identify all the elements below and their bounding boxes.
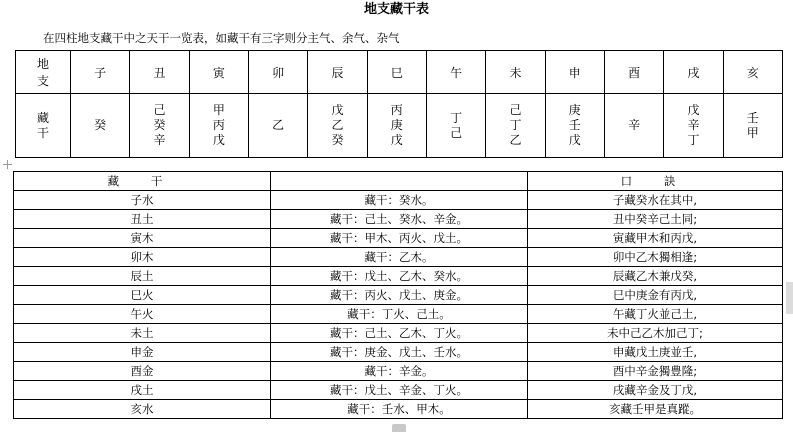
hidden-stem-cell: 癸 <box>71 94 130 158</box>
branch-cell: 午 <box>426 51 485 94</box>
hidden-stems-cell: 藏干：戊土、乙木、癸水。 <box>271 267 528 286</box>
mnemonic-cell: 申藏戊土庚並壬, <box>528 343 783 362</box>
table-row <box>14 248 783 267</box>
scroll-edge <box>786 282 793 314</box>
branch-cell: 卯 <box>248 51 307 94</box>
mnemonic-cell: 寅藏甲木和丙戊, <box>528 229 783 248</box>
table-move-handle-icon[interactable] <box>3 160 12 169</box>
hidden-stems-cell: 藏干：己土、乙木、丁火。 <box>271 324 528 343</box>
intro-text: 在四柱地支藏干中之天干一览表，如藏干有三字则分主气、余气、杂气 <box>43 31 400 45</box>
hidden-stem-cell: 乙 <box>248 94 307 158</box>
table-header-row <box>14 172 783 191</box>
table-row <box>14 210 783 229</box>
hidden-stems-cell: 藏干：壬水、甲木。 <box>271 400 528 419</box>
branch-row <box>16 51 783 94</box>
hidden-stems-cell: 藏干：辛金。 <box>271 362 528 381</box>
hidden-stem-cell: 戊 辛 丁 <box>664 94 723 158</box>
mnemonic-cell: 酉中辛金獨豊隆; <box>528 362 783 381</box>
hidden-stems-cell: 藏干：己土、癸水、辛金。 <box>271 210 528 229</box>
hidden-stems-cell: 藏干：乙木。 <box>271 248 528 267</box>
branch-cell: 未土 <box>14 324 271 343</box>
branch-cell: 卯木 <box>14 248 271 267</box>
mnemonic-cell: 巳中庚金有丙戊, <box>528 286 783 305</box>
table-row <box>14 229 783 248</box>
branch-cell: 申金 <box>14 343 271 362</box>
branch-cell: 辰土 <box>14 267 271 286</box>
branch-cell: 申 <box>545 51 604 94</box>
hidden-stem-row <box>16 94 783 158</box>
hidden-stems-cell: 藏干：戊土、辛金、丁火。 <box>271 381 528 400</box>
header-hidden-stems: 藏 干 <box>14 172 271 191</box>
branch-cell: 丑 <box>130 51 189 94</box>
hidden-stem-cell: 壬 甲 <box>723 94 782 158</box>
hidden-stem-cell: 戊 乙 癸 <box>308 94 367 158</box>
hidden-stems-cell: 藏干：癸水。 <box>271 191 528 210</box>
branch-cell: 酉金 <box>14 362 271 381</box>
table-row <box>14 381 783 400</box>
branch-cell: 亥水 <box>14 400 271 419</box>
branch-cell: 巳火 <box>14 286 271 305</box>
mnemonic-cell: 亥藏壬甲是真蹤。 <box>528 400 783 419</box>
mnemonic-cell: 丑中癸辛己土同; <box>528 210 783 229</box>
branch-cell: 亥 <box>723 51 782 94</box>
row-label-branch: 地 支 <box>16 51 71 94</box>
hidden-stem-cell: 丁 己 <box>426 94 485 158</box>
table-row <box>14 400 783 419</box>
mnemonic-cell: 午藏丁火並己土, <box>528 305 783 324</box>
hidden-stem-cell: 己 丁 乙 <box>486 94 545 158</box>
hidden-stem-cell: 庚 壬 戊 <box>545 94 604 158</box>
hidden-stems-cell: 藏干：丁火、己土。 <box>271 305 528 324</box>
hidden-stems-cell: 藏干：庚金、戊土、壬水。 <box>271 343 528 362</box>
branch-cell: 戌 <box>664 51 723 94</box>
table-row <box>14 267 783 286</box>
table-row <box>14 191 783 210</box>
hidden-stem-cell: 丙 庚 戊 <box>367 94 426 158</box>
hidden-stems-cell: 藏干：丙火、戊土、庚金。 <box>271 286 528 305</box>
mnemonic-cell: 未中己乙木加己丁; <box>528 324 783 343</box>
hidden-stem-cell: 甲 丙 戊 <box>189 94 248 158</box>
hidden-stems-detail-table <box>13 171 783 419</box>
mnemonic-cell: 戌藏辛金及丁戊, <box>528 381 783 400</box>
branch-cell: 巳 <box>367 51 426 94</box>
header-mnemonic: 口 訣 <box>528 172 783 191</box>
mnemonic-cell: 子藏癸水在其中, <box>528 191 783 210</box>
mnemonic-cell: 辰藏乙木兼戊癸, <box>528 267 783 286</box>
header-blank <box>271 172 528 191</box>
branch-cell: 子水 <box>14 191 271 210</box>
branch-cell: 子 <box>71 51 130 94</box>
table-row <box>14 305 783 324</box>
hidden-stems-cell: 藏干：甲木、丙火、戊土。 <box>271 229 528 248</box>
row-label-hidden-stem: 藏 干 <box>16 94 71 158</box>
branch-cell: 酉 <box>604 51 663 94</box>
table-row <box>14 286 783 305</box>
branch-cell: 寅 <box>189 51 248 94</box>
mnemonic-cell: 卯中乙木獨相逢; <box>528 248 783 267</box>
hidden-stem-cell: 己 癸 辛 <box>130 94 189 158</box>
branch-cell: 寅木 <box>14 229 271 248</box>
branch-cell: 辰 <box>308 51 367 94</box>
table-row <box>14 362 783 381</box>
branch-cell: 丑土 <box>14 210 271 229</box>
page-title: 地支藏干表 <box>363 2 429 17</box>
table-row <box>14 324 783 343</box>
table-row <box>14 343 783 362</box>
branch-cell: 午火 <box>14 305 271 324</box>
hidden-stem-cell: 辛 <box>604 94 663 158</box>
page-break-marker <box>392 424 406 432</box>
branch-cell: 未 <box>486 51 545 94</box>
branch-stem-grid <box>15 50 783 158</box>
branch-cell: 戌土 <box>14 381 271 400</box>
